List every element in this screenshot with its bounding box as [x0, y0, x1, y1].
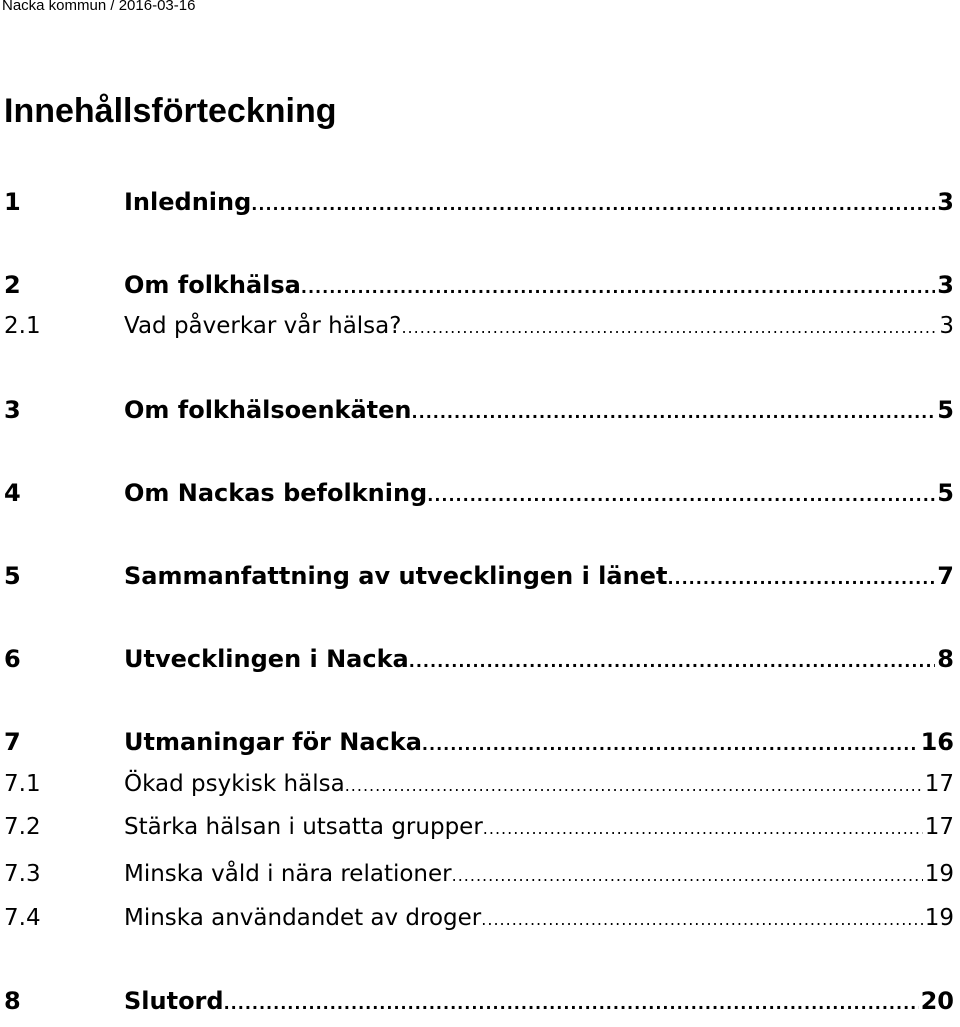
toc-page-number: 19 — [924, 861, 954, 887]
toc-entry-2-1[interactable] — [4, 313, 954, 353]
toc-leader-dots — [483, 819, 923, 838]
toc-number: 2.1 — [4, 313, 41, 339]
toc-page-number: 5 — [937, 479, 954, 507]
page-title: Innehållsförteckning — [4, 92, 337, 130]
toc-entry-7-4[interactable] — [4, 905, 954, 945]
toc-label: Utvecklingen i Nacka — [124, 645, 409, 673]
toc-entry-7-1[interactable] — [4, 771, 954, 811]
toc-page-number: 3 — [937, 188, 954, 216]
toc-entry-8[interactable] — [4, 987, 954, 1027]
toc-number: 7.3 — [4, 861, 41, 887]
toc-number: 2 — [4, 271, 21, 299]
toc-page-number: 19 — [924, 905, 954, 931]
toc-page-number: 20 — [920, 987, 954, 1015]
toc-leader-dots — [452, 866, 923, 885]
toc-entry-2[interactable] — [4, 271, 954, 311]
toc-page-number: 17 — [924, 814, 954, 840]
toc-label: Sammanfattning av utvecklingen i länet — [124, 562, 668, 590]
toc-leader-dots — [427, 486, 935, 505]
toc-leader-dots — [422, 735, 919, 754]
toc-entry-7[interactable] — [4, 728, 954, 768]
toc-entry-4[interactable] — [4, 479, 954, 519]
toc-leader-dots — [667, 569, 935, 588]
toc-entry-6[interactable] — [4, 645, 954, 685]
toc-label: Stärka hälsan i utsatta grupper — [124, 814, 483, 840]
toc-page-number: 5 — [937, 396, 954, 424]
toc-page-number: 3 — [939, 313, 954, 339]
toc-entry-3[interactable] — [4, 396, 954, 436]
toc-number: 5 — [4, 562, 21, 590]
toc-label: Om folkhälsoenkäten — [124, 396, 412, 424]
toc-label: Slutord — [124, 987, 224, 1015]
page-header — [2, 0, 195, 14]
toc-leader-dots — [481, 910, 922, 929]
toc-leader-dots — [401, 318, 937, 337]
toc-number: 8 — [4, 987, 21, 1015]
toc-label: Minska våld i nära relationer — [124, 861, 452, 887]
toc-leader-dots — [224, 994, 919, 1013]
toc-number: 6 — [4, 645, 21, 673]
toc-page-number: 8 — [937, 645, 954, 673]
toc-page-number: 16 — [920, 728, 954, 756]
toc-entry-5[interactable] — [4, 562, 954, 602]
toc-label: Ökad psykisk hälsa — [124, 771, 345, 797]
toc-entry-7-3[interactable] — [4, 861, 954, 901]
toc-page-number: 3 — [937, 271, 954, 299]
toc-label: Vad påverkar vår hälsa? — [124, 313, 402, 339]
toc-label: Om folkhälsa — [124, 271, 301, 299]
toc-leader-dots — [301, 278, 935, 297]
toc-leader-dots — [345, 776, 923, 795]
toc-label: Om Nackas befolkning — [124, 479, 428, 507]
toc-page-number: 7 — [937, 562, 954, 590]
toc-entry-7-2[interactable] — [4, 814, 954, 854]
toc-label: Utmaningar för Nacka — [124, 728, 422, 756]
toc-number: 7.1 — [4, 771, 41, 797]
toc-number: 4 — [4, 479, 21, 507]
toc-label: Inledning — [124, 188, 252, 216]
toc-leader-dots — [412, 403, 936, 422]
toc-leader-dots — [409, 652, 936, 671]
header-text: Nacka kommun / 2016-03-16 — [2, 0, 196, 14]
toc-number: 1 — [4, 188, 21, 216]
toc-number: 7.2 — [4, 814, 41, 840]
toc-number: 7 — [4, 728, 21, 756]
toc-number: 7.4 — [4, 905, 41, 931]
toc-page-number: 17 — [924, 771, 954, 797]
toc-label: Minska användandet av droger — [124, 905, 482, 931]
toc-entry-1[interactable] — [4, 188, 954, 228]
toc-leader-dots — [251, 195, 935, 214]
toc-number: 3 — [4, 396, 21, 424]
